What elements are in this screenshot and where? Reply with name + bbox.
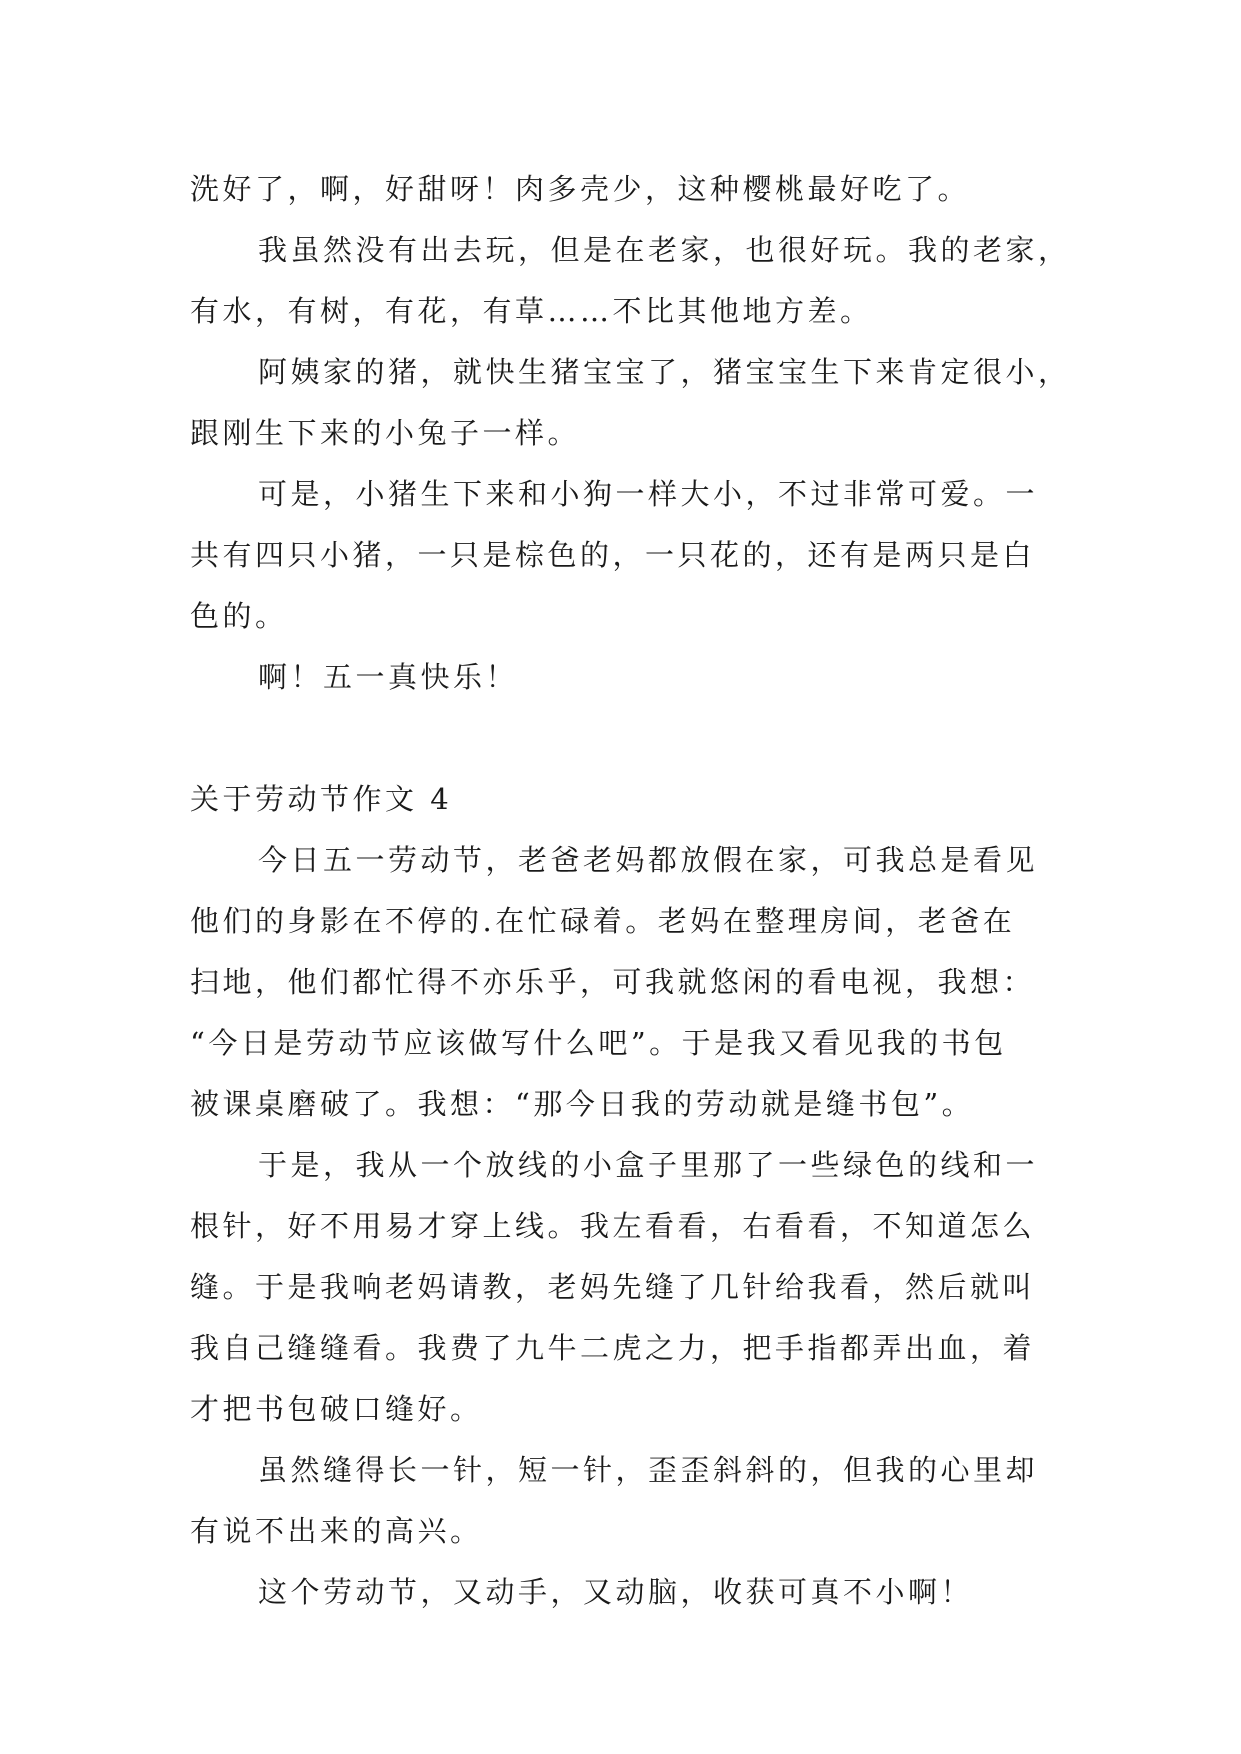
- text-line: 跟刚生下来的小兔子一样。: [190, 416, 581, 450]
- section-heading: 关于劳动节作文 4: [190, 782, 453, 816]
- text-line: 有水，有树，有花，有草……不比其他地方差。: [190, 294, 873, 328]
- text-line: 有说不出来的高兴。: [190, 1514, 483, 1548]
- paragraph-start-line: 这个劳动节，又动手，又动脑，收获可真不小啊！: [258, 1575, 974, 1609]
- paragraph-start-line: 可是，小猪生下来和小狗一样大小，不过非常可爱。一: [258, 477, 1039, 511]
- paragraph-start-line: 阿姨家的猪，就快生猪宝宝了，猪宝宝生下来肯定很小，: [258, 355, 1071, 389]
- paragraph-start-line: 我虽然没有出去玩，但是在老家，也很好玩。我的老家，: [258, 233, 1071, 267]
- paragraph-start-line: 于是，我从一个放线的小盒子里那了一些绿色的线和一: [258, 1148, 1039, 1182]
- text-line: “今日是劳动节应该做写什么吧”。于是我又看见我的书包: [190, 1026, 1007, 1060]
- text-line: 洗好了，啊，好甜呀！肉多壳少，这种樱桃最好吃了。: [190, 172, 971, 206]
- text-line: 缝。于是我响老妈请教，老妈先缝了几针给我看，然后就叫: [190, 1270, 1036, 1304]
- text-line: 色的。: [190, 599, 288, 633]
- text-line: 扫地，他们都忙得不亦乐乎，可我就悠闲的看电视，我想：: [190, 965, 1036, 999]
- text-line: 共有四只小猪，一只是棕色的，一只花的，还有是两只是白: [190, 538, 1036, 572]
- paragraph-start-line: 虽然缝得长一针，短一针，歪歪斜斜的，但我的心里却: [258, 1453, 1039, 1487]
- text-line: 被课桌磨破了。我想：“那今日我的劳动就是缝书包”。: [190, 1087, 975, 1121]
- paragraph-start-line: 啊！五一真快乐！: [258, 660, 519, 694]
- paragraph-start-line: 今日五一劳动节，老爸老妈都放假在家，可我总是看见: [258, 843, 1039, 877]
- essay-text: [190, 159, 1071, 1623]
- section-gap: [190, 708, 1060, 769]
- text-line: 我自己缝缝看。我费了九牛二虎之力，把手指都弄出血，着: [190, 1331, 1036, 1365]
- text-line: 才把书包破口缝好。: [190, 1392, 483, 1426]
- text-line: 根针，好不用易才穿上线。我左看看，右看看，不知道怎么: [190, 1209, 1036, 1243]
- text-line: 他们的身影在不停的.在忙碌着。老妈在整理房间，老爸在: [190, 904, 1016, 938]
